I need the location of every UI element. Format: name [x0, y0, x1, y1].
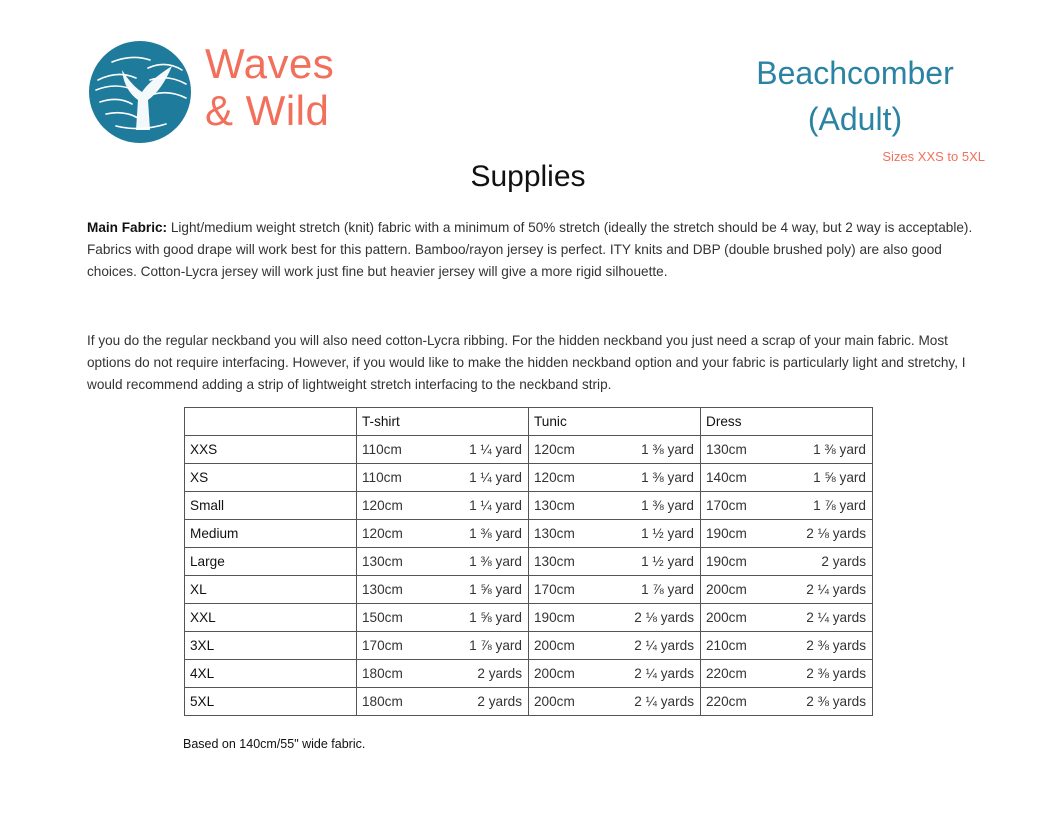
- table-header-cell: Tunic: [529, 408, 701, 436]
- table-row: [185, 548, 873, 576]
- sizes-range: Sizes XXS to 5XL: [882, 149, 985, 164]
- size-label: XXS: [185, 436, 357, 464]
- tunic-cm-value: 130cm: [534, 526, 575, 541]
- table-header-cell: Dress: [701, 408, 873, 436]
- dress-yard-value: 2 ⅜ yards: [806, 666, 866, 681]
- tunic-cell: [529, 632, 701, 660]
- tshirt-cm-value: 120cm: [362, 526, 403, 541]
- tshirt-yard-value: 1 ¼ yard: [469, 498, 522, 513]
- tshirt-cm-value: 120cm: [362, 498, 403, 513]
- size-label: Large: [185, 548, 357, 576]
- pattern-title-line-2: (Adult): [807, 101, 903, 137]
- dress-cm-value: 190cm: [706, 554, 747, 569]
- tunic-yard-value: 1 ½ yard: [641, 554, 694, 569]
- brand-line-1: Waves: [205, 40, 335, 87]
- dress-cell: [701, 632, 873, 660]
- table-row: [185, 660, 873, 688]
- dress-cm-value: 170cm: [706, 498, 747, 513]
- dress-yard-value: 2 ⅜ yards: [806, 638, 866, 653]
- dress-cell: [701, 464, 873, 492]
- size-label: XL: [185, 576, 357, 604]
- table-row: [185, 464, 873, 492]
- tshirt-cm-value: 170cm: [362, 638, 403, 653]
- tunic-yard-value: 1 ⅜ yard: [641, 442, 694, 457]
- table-row: [185, 492, 873, 520]
- whale-tail-logo-icon: [88, 40, 192, 144]
- tshirt-yard-value: 2 yards: [477, 666, 522, 681]
- dress-cm-value: 200cm: [706, 582, 747, 597]
- tshirt-cm-value: 130cm: [362, 582, 403, 597]
- dress-cell: [701, 604, 873, 632]
- dress-cell: [701, 548, 873, 576]
- tshirt-cm-value: 180cm: [362, 694, 403, 709]
- tunic-cell: [529, 604, 701, 632]
- table-row: [185, 604, 873, 632]
- tshirt-cell: [357, 660, 529, 688]
- table-row: [185, 576, 873, 604]
- tunic-cm-value: 120cm: [534, 442, 575, 457]
- tunic-cell: [529, 464, 701, 492]
- tunic-cell: [529, 548, 701, 576]
- dress-cm-value: 220cm: [706, 694, 747, 709]
- dress-cm-value: 200cm: [706, 610, 747, 625]
- tshirt-cell: [357, 632, 529, 660]
- tshirt-cm-value: 110cm: [362, 442, 402, 457]
- tunic-yard-value: 1 ⅜ yard: [641, 498, 694, 513]
- tunic-yard-value: 2 ¼ yards: [634, 638, 694, 653]
- table-row: [185, 632, 873, 660]
- dress-yard-value: 1 ⅞ yard: [813, 498, 866, 513]
- tunic-cell: [529, 436, 701, 464]
- tshirt-cell: [357, 520, 529, 548]
- size-label: 3XL: [185, 632, 357, 660]
- tshirt-cm-value: 110cm: [362, 470, 402, 485]
- tunic-cm-value: 130cm: [534, 554, 575, 569]
- dress-yard-value: 2 ⅜ yards: [806, 694, 866, 709]
- tunic-cell: [529, 576, 701, 604]
- dress-cm-value: 140cm: [706, 470, 747, 485]
- tshirt-cell: [357, 548, 529, 576]
- dress-cell: [701, 520, 873, 548]
- table-header-row: [185, 408, 873, 436]
- tunic-yard-value: 2 ⅛ yards: [634, 610, 694, 625]
- dress-yard-value: 2 yards: [821, 554, 866, 569]
- page-title: Supplies: [470, 160, 586, 193]
- tunic-cm-value: 190cm: [534, 610, 575, 625]
- tshirt-cell: [357, 436, 529, 464]
- size-label: 5XL: [185, 688, 357, 716]
- size-label: XS: [185, 464, 357, 492]
- tshirt-cell: [357, 576, 529, 604]
- dress-yard-value: 2 ¼ yards: [806, 610, 866, 625]
- pattern-title: [725, 50, 985, 142]
- dress-cm-value: 220cm: [706, 666, 747, 681]
- tunic-cm-value: 120cm: [534, 470, 575, 485]
- fabric-width-note: Based on 140cm/55" wide fabric.: [183, 737, 366, 751]
- table-row: [185, 688, 873, 716]
- tunic-cell: [529, 520, 701, 548]
- main-fabric-paragraph: [87, 217, 977, 283]
- tshirt-yard-value: 1 ⅜ yard: [469, 526, 522, 541]
- dress-cell: [701, 660, 873, 688]
- tunic-cell: [529, 492, 701, 520]
- size-label: Small: [185, 492, 357, 520]
- tunic-yard-value: 1 ⅜ yard: [641, 470, 694, 485]
- tshirt-yard-value: 2 yards: [477, 694, 522, 709]
- tunic-cm-value: 170cm: [534, 582, 575, 597]
- tunic-yard-value: 2 ¼ yards: [634, 694, 694, 709]
- tshirt-cell: [357, 604, 529, 632]
- dress-cm-value: 130cm: [706, 442, 747, 457]
- brand-name: [205, 40, 405, 134]
- tunic-cm-value: 200cm: [534, 694, 575, 709]
- tshirt-cell: [357, 492, 529, 520]
- dress-cell: [701, 436, 873, 464]
- tshirt-yard-value: 1 ⅝ yard: [469, 582, 522, 597]
- tshirt-cell: [357, 464, 529, 492]
- size-label: Medium: [185, 520, 357, 548]
- main-fabric-label: Main Fabric:: [87, 220, 168, 235]
- tunic-yard-value: 1 ½ yard: [641, 526, 694, 541]
- tunic-cm-value: 200cm: [534, 638, 575, 653]
- tshirt-yard-value: 1 ⅝ yard: [469, 610, 522, 625]
- tunic-cm-value: 130cm: [534, 498, 575, 513]
- tshirt-yard-value: 1 ¼ yard: [469, 442, 522, 457]
- dress-cell: [701, 492, 873, 520]
- dress-yard-value: 1 ⅜ yard: [813, 442, 866, 457]
- tunic-yard-value: 2 ¼ yards: [634, 666, 694, 681]
- size-label: 4XL: [185, 660, 357, 688]
- tunic-cell: [529, 660, 701, 688]
- tshirt-cm-value: 150cm: [362, 610, 403, 625]
- table-row: [185, 436, 873, 464]
- dress-yard-value: 2 ⅛ yards: [806, 526, 866, 541]
- tshirt-yard-value: 1 ⅞ yard: [469, 638, 522, 653]
- table-header-cell: [185, 408, 357, 436]
- table-header-cell: T-shirt: [357, 408, 529, 436]
- brand-line-2: & Wild: [205, 87, 330, 134]
- fabric-requirements-table: [184, 407, 873, 716]
- tshirt-cm-value: 180cm: [362, 666, 403, 681]
- dress-yard-value: 2 ¼ yards: [806, 582, 866, 597]
- tunic-cell: [529, 688, 701, 716]
- tunic-yard-value: 1 ⅞ yard: [641, 582, 694, 597]
- dress-cm-value: 210cm: [706, 638, 747, 653]
- dress-cell: [701, 688, 873, 716]
- table-row: [185, 520, 873, 548]
- dress-cell: [701, 576, 873, 604]
- tshirt-yard-value: 1 ¼ yard: [469, 470, 522, 485]
- main-fabric-text: Light/medium weight stretch (knit) fabric with a minimum of 50% stretch (ideally the stretch should be 4 way, but 2 way is acceptable). Fabrics with good drape will work best for this pattern. Bamboo/rayon jersey is perfect. ITY knits and DBP (double brushed poly) are also good choices. Cotton-Lycra jersey will work just fine but heavier jersey will give a more rigid silhouette.: [87, 220, 973, 279]
- tshirt-yard-value: 1 ⅜ yard: [469, 554, 522, 569]
- tunic-cm-value: 200cm: [534, 666, 575, 681]
- dress-yard-value: 1 ⅝ yard: [813, 470, 866, 485]
- pattern-title-line-1: Beachcomber: [756, 55, 954, 91]
- dress-cm-value: 190cm: [706, 526, 747, 541]
- tshirt-cell: [357, 688, 529, 716]
- size-label: XXL: [185, 604, 357, 632]
- tshirt-cm-value: 130cm: [362, 554, 403, 569]
- neckband-paragraph: If you do the regular neckband you will also need cotton-Lycra ribbing. For the hidden neckband you just need a scrap of your main fabric. Most options do not require interfacing. However, if you would like to make the hidden neckband option and your fabric is particularly light and stretchy, I would recommend adding a strip of lightweight stretch interfacing to the neckband strip.: [87, 333, 966, 392]
